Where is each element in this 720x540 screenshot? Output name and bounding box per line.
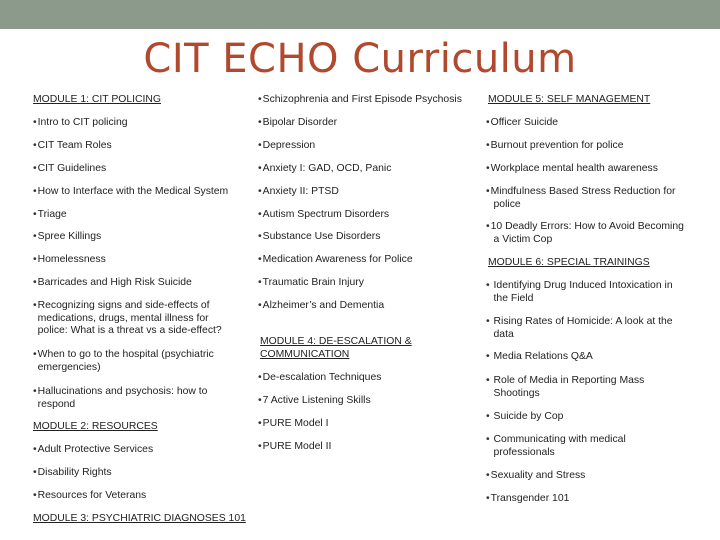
list-item: • Resources for Veterans <box>33 490 146 503</box>
list-item: • Burnout prevention for police <box>486 140 624 153</box>
list-item: • Disability Rights <box>33 467 112 480</box>
list-item: • Medication Awareness for Police <box>258 254 413 267</box>
list-item: • Anxiety I: GAD, OCD, Panic <box>258 163 391 176</box>
list-item: • Recognizing signs and side-effects of medications, drugs, mental illness for police: What is a threat vs a side-effect? <box>33 300 222 338</box>
list-item: • 10 Deadly Errors: How to Avoid Becoming a Victim Cop <box>486 221 684 246</box>
page-title: CIT ECHO Curriculum <box>143 36 577 82</box>
list-item: • Rising Rates of Homicide: A look at the data <box>486 316 673 341</box>
list-item: • Alzheimer’s and Dementia <box>258 300 384 313</box>
list-item: • Spree Killings <box>33 231 101 244</box>
list-item: • Triage <box>33 209 67 222</box>
module-2-heading: MODULE 2: RESOURCES <box>33 421 158 432</box>
list-item: • PURE Model I <box>258 418 328 431</box>
list-item: • PURE Model II <box>258 441 331 454</box>
list-item: • How to Interface with the Medical System <box>33 186 228 199</box>
module-3-heading: MODULE 3: PSYCHIATRIC DIAGNOSES 101 <box>33 513 246 524</box>
list-item: • When to go to the hospital (psychiatric emergencies) <box>33 349 214 374</box>
list-item: • CIT Guidelines <box>33 163 106 176</box>
list-item: • Schizophrenia and First Episode Psychosis <box>258 94 462 107</box>
list-item: • Sexuality and Stress <box>486 470 585 483</box>
list-item: • Role of Media in Reporting Mass Shootings <box>486 375 644 400</box>
list-item: • Workplace mental health awareness <box>486 163 658 176</box>
list-item: • Barricades and High Risk Suicide <box>33 277 192 290</box>
list-item: • Adult Protective Services <box>33 444 153 457</box>
module-5-heading: MODULE 5: SELF MANAGEMENT <box>488 94 651 105</box>
list-item: • Substance Use Disorders <box>258 231 380 244</box>
list-item: • Homelessness <box>33 254 106 267</box>
list-item: • Identifying Drug Induced Intoxication in the Field <box>486 280 673 305</box>
list-item: • Suicide by Cop <box>486 411 563 424</box>
list-item: • Hallucinations and psychosis: how to respond <box>33 386 207 411</box>
list-item: • Bipolar Disorder <box>258 117 337 130</box>
list-item: • Traumatic Brain Injury <box>258 277 364 290</box>
module-1-heading: MODULE 1: CIT POLICING <box>33 94 161 105</box>
list-item: • Mindfulness Based Stress Reduction for police <box>486 186 675 211</box>
list-item: • Officer Suicide <box>486 117 558 130</box>
list-item: • De-escalation Techniques <box>258 372 381 385</box>
top-bar <box>0 0 720 29</box>
list-item: • Anxiety II: PTSD <box>258 186 339 199</box>
list-item: • Media Relations Q&A <box>486 351 593 364</box>
list-item: • 7 Active Listening Skills <box>258 395 371 408</box>
list-item: • Communicating with medical professionals <box>486 434 626 459</box>
list-item: • Transgender 101 <box>486 493 569 506</box>
list-item: • CIT Team Roles <box>33 140 112 153</box>
list-item: • Intro to CIT policing <box>33 117 128 130</box>
module-6-heading: MODULE 6: SPECIAL TRAININGS <box>488 257 650 268</box>
module-4-heading: MODULE 4: DE-ESCALATION & COMMUNICATION <box>260 336 412 360</box>
list-item: • Autism Spectrum Disorders <box>258 209 389 222</box>
list-item: • Depression <box>258 140 315 153</box>
